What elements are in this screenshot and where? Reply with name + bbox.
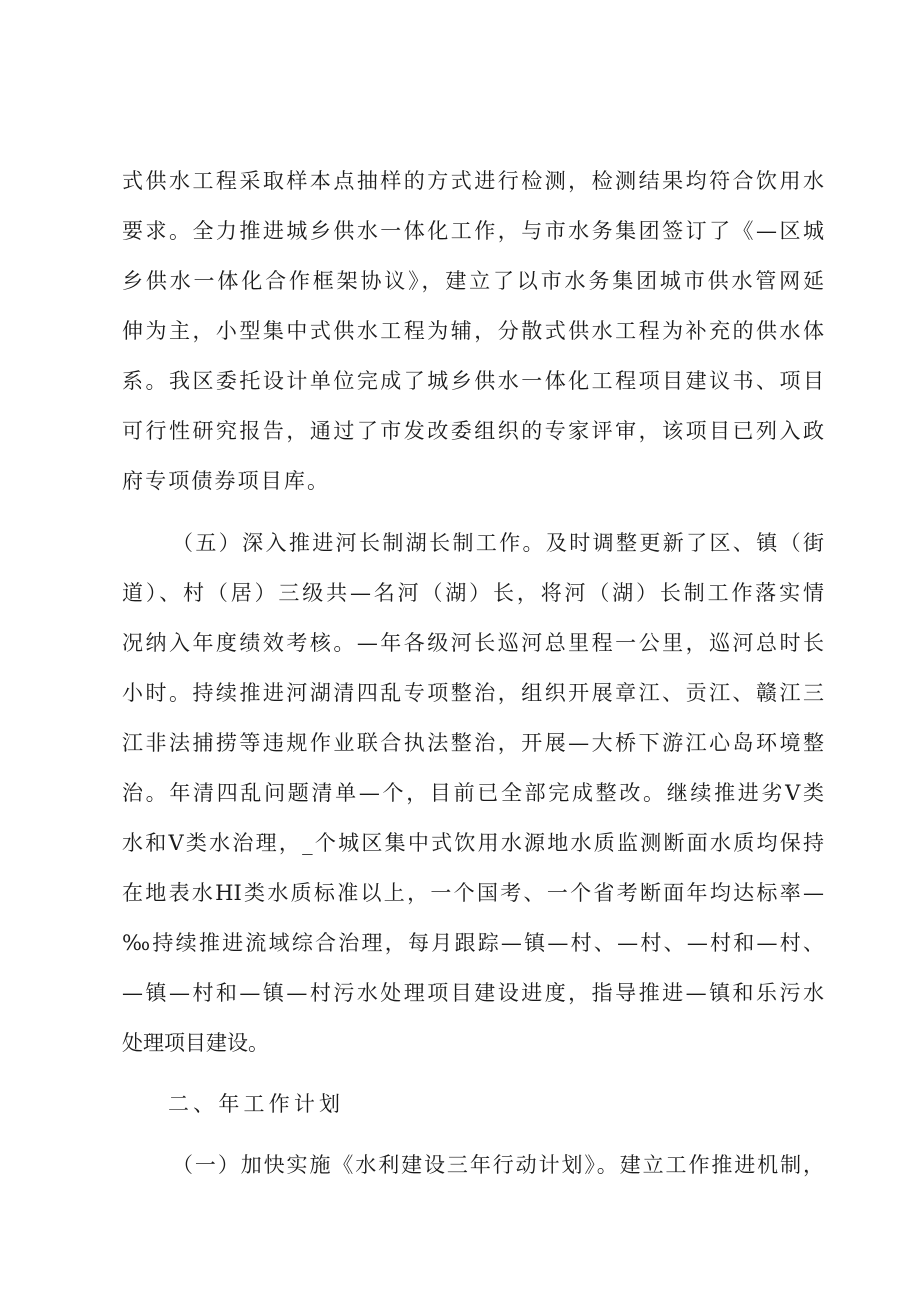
text-line: 在地表水HI类水质标准以上，一个国考、一个省考断面年均达标率— (122, 881, 824, 905)
text-line: 乡供水一体化合作框架协议》，建立了以市水务集团城市供水管网延 (122, 269, 824, 293)
text-line: （五）深入推进河长制湖长制工作。及时调整更新了区、镇（街 (172, 531, 824, 555)
text-line: 可行性研究报告，通过了市发改委组织的专家评审，该项目已列入政 (122, 419, 824, 443)
text-line: 况纳入年度绩效考核。—年各级河长巡河总里程一公里，巡河总时长 (122, 631, 824, 655)
text-line: 道）、村（居）三级共—名河（湖）长，将河（湖）长制工作落实情 (122, 581, 824, 605)
text-line: 系。我区委托设计单位完成了城乡供水一体化工程项目建议书、项目 (122, 369, 824, 393)
text-line: 式供水工程采取样本点抽样的方式进行检测，检测结果均符合饮用水 (122, 169, 824, 193)
text-line: 府专项债券项目库。 (122, 469, 328, 493)
text-line: （一）加快实施《水利建设三年行动计划》。建立工作推进机制， (172, 1153, 824, 1177)
text-line: 要求。全力推进城乡供水一体化工作，与市水务集团签订了《—区城 (122, 219, 824, 243)
text-line: ‰持续推进流域综合治理，每月跟踪—镇—村、—村、—村和—村、 (122, 931, 824, 955)
text-line: 小时。持续推进河湖清四乱专项整治，组织开展章江、贡江、赣江三 (122, 681, 824, 705)
text-line: 治。年清四乱问题清单—个，目前已全部完成整改。继续推进劣Ⅴ类 (122, 781, 824, 805)
text-line: 处理项目建设。 (122, 1031, 269, 1055)
section-heading: 二、年工作计划 (168, 1092, 340, 1116)
text-line: —镇—村和—镇—村污水处理项目建设进度，指导推进—镇和乐污水 (122, 981, 824, 1005)
text-line: 江非法捕捞等违规作业联合执法整治，开展—大桥下游江心岛环境整 (122, 731, 824, 755)
text-line: 伸为主，小型集中式供水工程为辅，分散式供水工程为补充的供水体 (122, 319, 824, 343)
text-line: 水和Ⅴ类水治理，_个城区集中式饮用水源地水质监测断面水质均保持 (122, 831, 824, 855)
